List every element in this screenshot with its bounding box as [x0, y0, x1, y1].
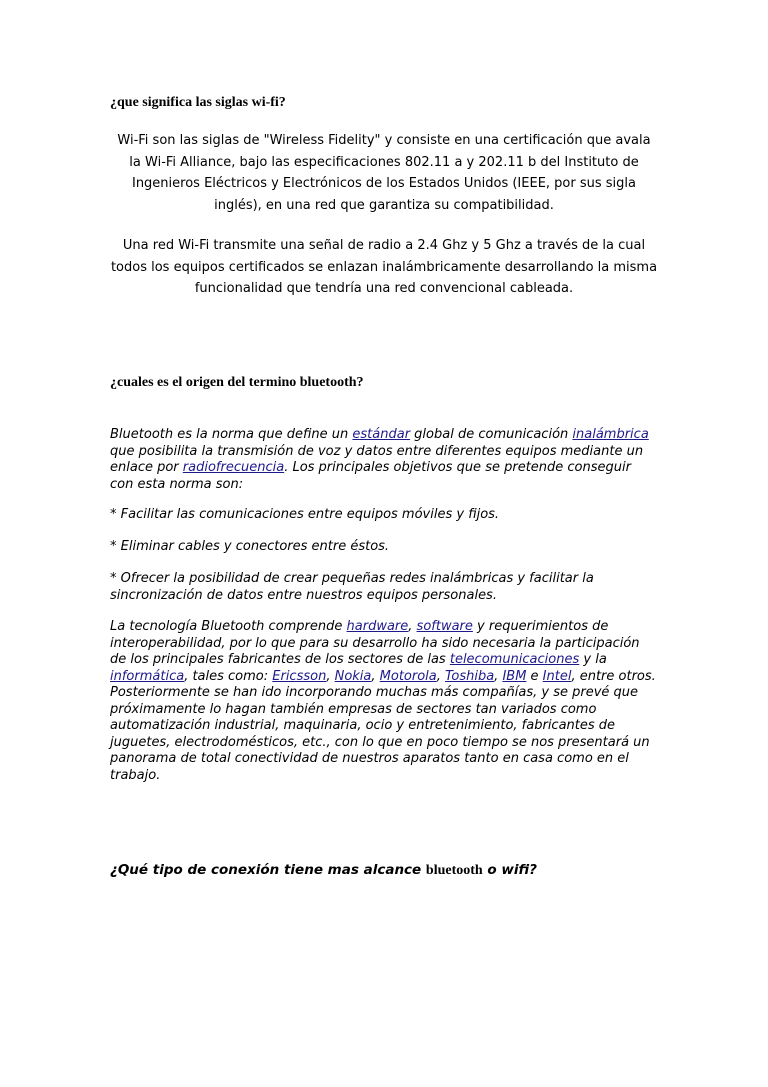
link-estandar[interactable]: estándar [352, 427, 411, 442]
objective-item [110, 539, 658, 556]
link-software[interactable]: software [416, 619, 473, 634]
text-span: , [494, 668, 503, 684]
bluetooth-technology-paragraph [110, 619, 658, 784]
link-motorola[interactable]: Motorola [379, 668, 437, 684]
text-line: funcionalidad que tendría una red convencional cableada. [194, 281, 574, 296]
heading-bluetooth-origin: ¿cuales es el origen del termino bluetooth? [110, 375, 364, 390]
text-line: Ingenieros Eléctricos y Electrónicos de los Estados Unidos (IEEE, por sus sigla [131, 176, 636, 191]
link-toshiba[interactable]: Toshiba [445, 668, 495, 684]
link-hardware[interactable]: hardware [346, 619, 409, 634]
text-line: inglés), en una red que garantiza su compatibilidad. [214, 197, 554, 213]
text-line: todos los equipos certificados se enlazan inalámbricamente desarrollando la misma [110, 259, 658, 275]
text-line: la Wi-Fi Alliance, bajo las especificaciones 802.11 a y 202.11 b del Instituto de [129, 154, 639, 170]
text-span: y requerimientos de interoperabilidad, por lo que para su desarrollo ha sido necesaria la participación de los principales fabricantes de los sectores de las [110, 619, 640, 667]
text-span: , [436, 668, 446, 684]
heading-part: o wifi? [482, 862, 537, 878]
text-span: e [526, 668, 543, 684]
link-nokia[interactable]: Nokia [334, 668, 372, 684]
link-ericsson[interactable]: Ericsson [272, 668, 327, 684]
text-span: , [408, 619, 417, 634]
heading-part: ¿Qué tipo de conexión tiene mas alcance [110, 862, 426, 878]
text-span: global de comunicación [410, 427, 573, 442]
text-span: La tecnología Bluetooth comprende [110, 619, 347, 634]
objective-item [110, 507, 658, 524]
heading-part: bluetooth [425, 863, 483, 878]
link-inalambrica[interactable]: inalámbrica [572, 427, 649, 442]
text-span: , tales como: [184, 668, 273, 684]
text-span: , [326, 668, 335, 684]
objective-text: * Facilitar las comunicaciones entre equipos móviles y fijos. [110, 507, 500, 522]
text-span: Bluetooth es la norma que define un [110, 427, 353, 442]
objective-text: * Eliminar cables y conectores entre éstos. [110, 539, 390, 554]
text-span: . Los principales objetivos que se pretende conseguir con esta norma son: [110, 460, 631, 492]
text-span: y la [579, 652, 607, 667]
text-span: , [371, 668, 380, 684]
link-intel[interactable]: Intel [542, 668, 572, 684]
link-radiofrecuencia[interactable]: radiofrecuencia [182, 460, 285, 475]
text-line: Wi-Fi son las siglas de "Wireless Fidelity" y consiste en una certificación que avala [117, 133, 651, 148]
text-span: que posibilita la transmisión de voz y datos entre diferentes equipos mediante un enlace por [110, 443, 644, 475]
bluetooth-intro-paragraph [110, 427, 658, 493]
objective-text: * Ofrecer la posibilidad de crear pequeñas redes inalámbricas y facilitar la sincronización de datos entre nuestros equipos personales. [110, 571, 594, 603]
link-informatica[interactable]: informática [110, 668, 185, 684]
wifi-network-paragraph [108, 235, 660, 300]
text-line: Una red Wi-Fi transmite una señal de radio a 2.4 Ghz y 5 Ghz a través de la cual [122, 238, 646, 253]
link-telecomunicaciones[interactable]: telecomunicaciones [449, 652, 580, 667]
heading-range-comparison [110, 862, 537, 879]
heading-wifi: ¿que significa las siglas wi-fi? [110, 95, 286, 110]
objective-item [110, 571, 658, 604]
wifi-definition-paragraph [108, 130, 660, 216]
link-ibm[interactable]: IBM [502, 668, 527, 684]
text-span: , entre otros. Posteriormente se han ido incorporando muchas más compañías, y se prevé que próximamente lo hagan también empresas de sectores tan variados como automatización industrial, maquinaria, ocio y entretenimiento, fabricantes de juguetes, electrodomésticos, etc., con lo que en poco tiempo se nos presentará un panorama de total conectividad de nuestros aparatos tanto en casa como en el trabajo. [110, 668, 656, 783]
